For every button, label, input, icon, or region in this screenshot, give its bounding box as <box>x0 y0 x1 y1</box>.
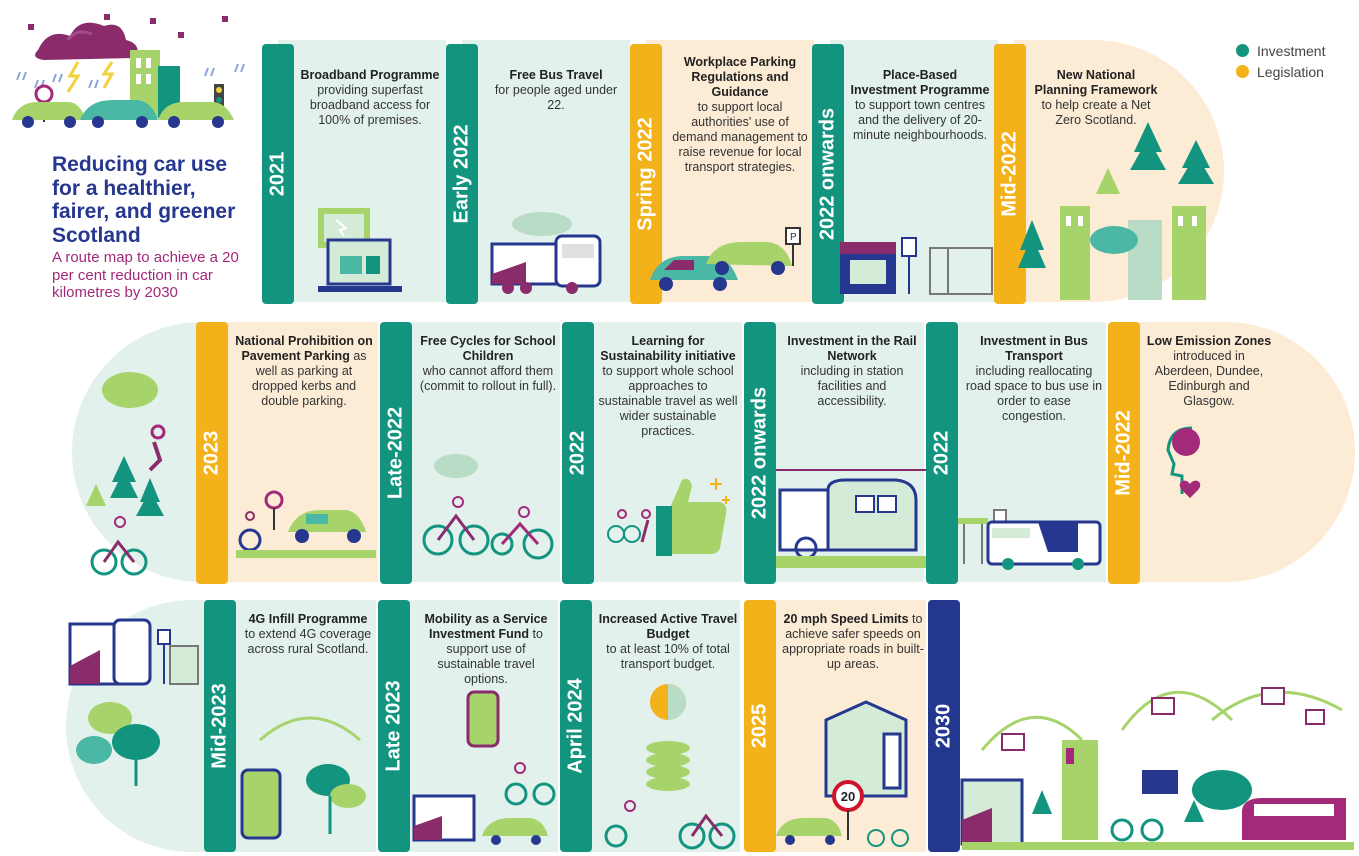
mobility-service-icon <box>412 690 558 846</box>
shop-bus-stop-icon <box>838 234 998 300</box>
date-stripe-2030: 2030 <box>928 600 960 852</box>
legend-label-legislation: Legislation <box>1257 63 1324 80</box>
milestone-low-emission-zones: Low Emission Zones introduced in Aberdeen, Dundee, Edinburgh and Glasgow. <box>1146 334 1272 408</box>
bus-lane-icon <box>958 504 1108 574</box>
date-stripe-2022-onwards: 2022 onwards <box>812 44 844 304</box>
date-stripe-early-2022: Early 2022 <box>446 44 478 304</box>
computer-devices-icon <box>314 204 424 294</box>
date-stripe-april-2024: April 2024 <box>560 600 592 852</box>
date-stripe-2022-onwards-rail: 2022 onwards <box>744 322 776 584</box>
mobile-phone-icon <box>240 700 374 840</box>
thumbs-up-icon <box>598 468 738 558</box>
milestone-bus-transport: Investment in Bus Transport including reallocating road space to bus use in order to ease congestion. <box>965 334 1103 423</box>
milestone-workplace-parking: Workplace Parking Regulations and Guidance to support local authorities' use of demand management to raise revenue for local transport strategies. <box>672 55 808 174</box>
legend-item-legislation <box>1236 61 1325 82</box>
legend <box>1236 40 1325 82</box>
title-block <box>52 153 257 302</box>
parked-cars-icon <box>650 226 810 302</box>
milestone-free-bus-travel: Free Bus Travel for people aged under 22. <box>494 68 618 112</box>
date-stripe-late-2022: Late-2022 <box>380 322 412 584</box>
legend-item-investment <box>1236 40 1325 61</box>
page-title: Reducing car use for a healthier, fairer, and greener Scotland <box>52 153 236 247</box>
date-stripe-mid-2022-npf: Mid-2022 <box>994 44 1026 304</box>
date-stripe-2022-learning: 2022 <box>562 322 594 584</box>
train-station-icon <box>776 460 926 570</box>
legislation-dot-icon <box>1236 65 1249 78</box>
bus-trees-icon <box>70 610 200 790</box>
milestone-pavement-parking: National Prohibition on Pavement Parking as well as parking at dropped kerbs and double parking. <box>235 334 373 408</box>
bus-icon <box>486 210 606 300</box>
page-subtitle: A route map to achieve a 20 per cent reduction in car kilometres by 2030 <box>52 249 239 302</box>
date-stripe-mid-2022-lez: Mid-2022 <box>1108 322 1140 584</box>
milestone-rail-network: Investment in the Rail Network including in station facilities and accessibility. <box>787 334 917 408</box>
milestone-national-planning-framework: New National Planning Framework to help create a Net Zero Scotland. <box>1034 68 1158 127</box>
speed-limit-label: 20 <box>840 789 856 804</box>
coins-icon <box>596 680 740 850</box>
milestone-learning-sustainability: Learning for Sustainability initiative to support whole school approaches to sustainable travel as well wider sustainable practices. <box>598 334 738 438</box>
date-stripe-late-2023: Late 2023 <box>378 600 410 852</box>
cyclists-icon <box>416 450 556 560</box>
milestone-free-cycles: Free Cycles for School Children who cannot afford them (commit to rollout in full). <box>419 334 557 393</box>
milestone-active-travel-budget: Increased Active Travel Budget to at least 10% of total transport budget. <box>598 612 738 671</box>
svg-text:P: P <box>790 232 797 243</box>
pavement-car-icon <box>236 480 376 560</box>
date-stripe-spring-2022: Spring 2022 <box>630 44 662 304</box>
town-landscape-icon <box>962 650 1354 850</box>
milestone-20mph-limits: 20 mph Speed Limits to achieve safer speeds on appropriate roads in built-up areas. <box>782 612 924 671</box>
milestone-4g-infill: 4G Infill Programme to extend 4G coverage across rural Scotland. <box>244 612 372 656</box>
legend-label-investment: Investment <box>1257 42 1326 59</box>
investment-dot-icon <box>1236 44 1249 57</box>
date-stripe-2022-bus: 2022 <box>926 322 958 584</box>
milestone-place-based-investment: Place-Based Investment Programme to support town centres and the delivery of 20-minute neighbourhoods. <box>850 68 990 142</box>
house-speed-sign-icon <box>776 700 926 846</box>
trees-cyclist-icon <box>84 356 194 576</box>
milestone-broadband: Broadband Programme providing superfast broadband access for 100% of premises. <box>300 68 440 127</box>
clean-air-head-icon <box>1152 420 1242 510</box>
date-stripe-2025: 2025 <box>744 600 776 852</box>
milestone-mobility-as-a-service: Mobility as a Service Investment Fund to support use of sustainable travel options. <box>424 612 548 686</box>
date-stripe-2021: 2021 <box>262 44 294 304</box>
date-stripe-mid-2023: Mid-2023 <box>204 600 236 852</box>
trees-buildings-icon <box>1018 120 1218 300</box>
date-stripe-2023: 2023 <box>196 322 228 584</box>
weather-traffic-illustration <box>8 10 258 140</box>
